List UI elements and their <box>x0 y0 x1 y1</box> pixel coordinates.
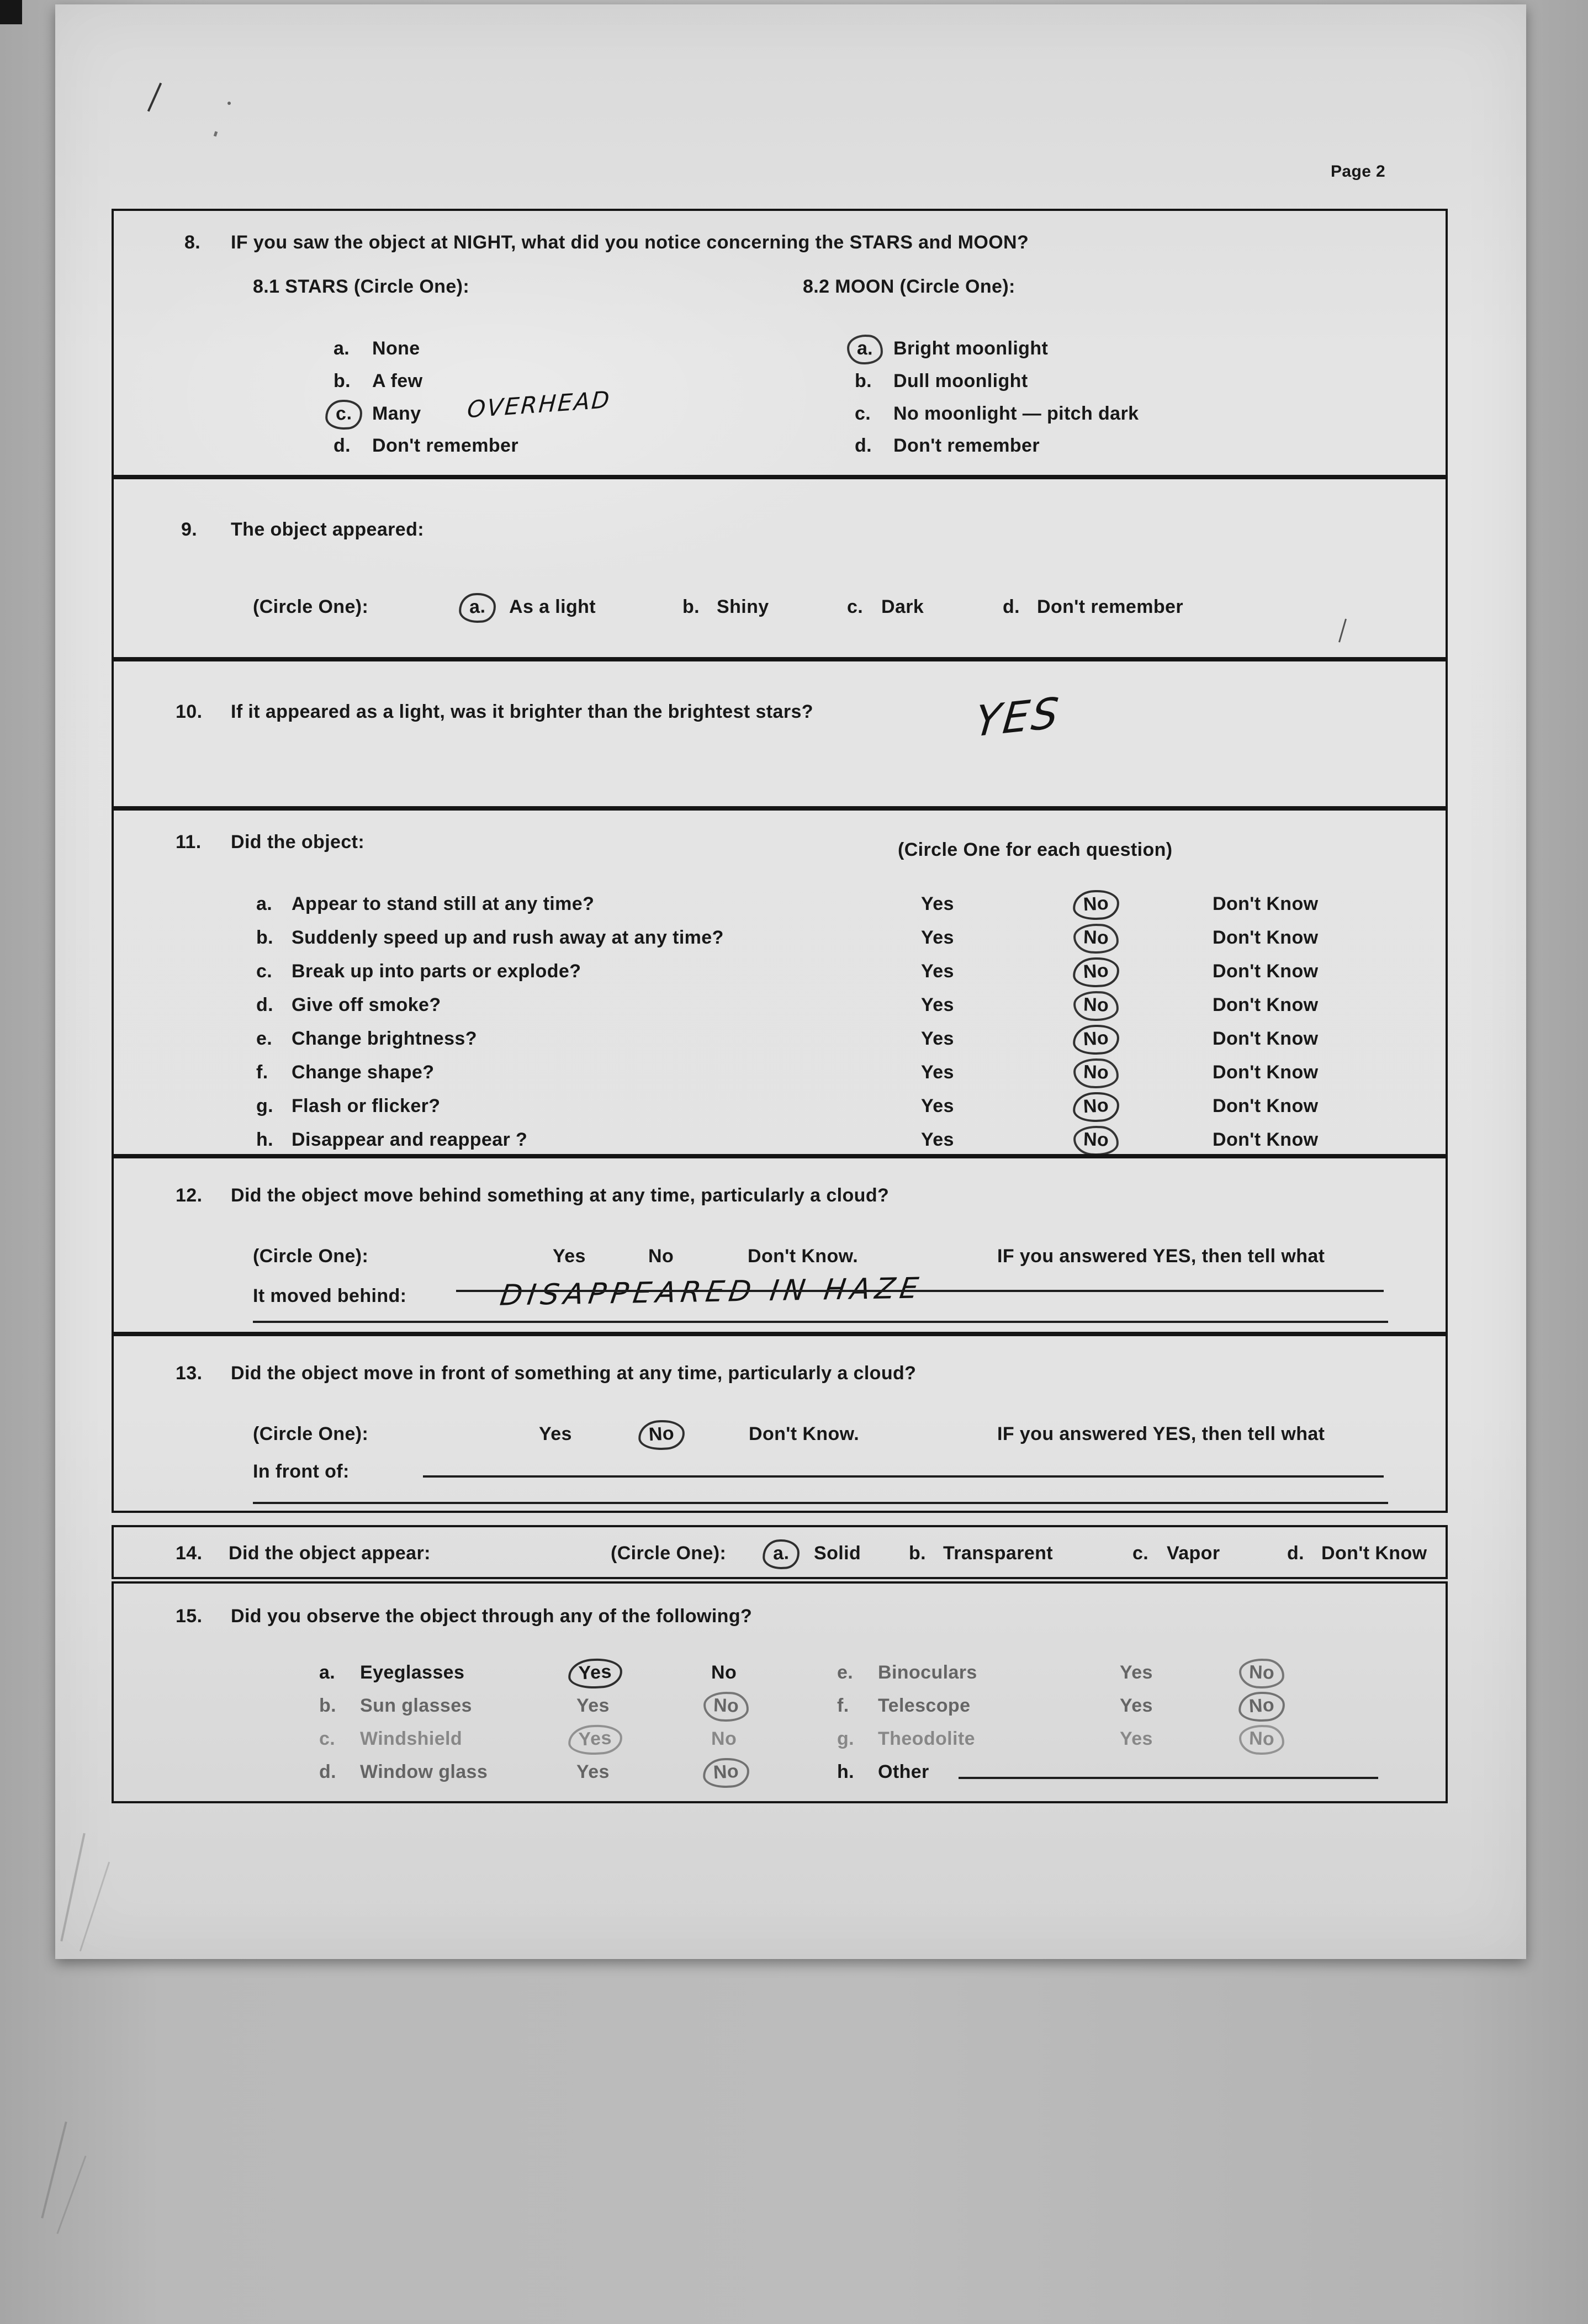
question-11-section <box>112 808 1448 1156</box>
pen-stroke-artifact <box>147 83 162 112</box>
q15-row-b-yes: Yes <box>576 1695 610 1716</box>
q12-prompt: It moved behind: <box>253 1285 407 1306</box>
q9-option-c-letter: c. <box>847 596 864 617</box>
q11-row-d-letter: d. <box>256 994 274 1015</box>
q11-row-c-letter: c. <box>256 961 273 982</box>
q11-row-g-dont-know: Don't Know <box>1213 1095 1319 1116</box>
q15-number: 15. <box>176 1606 203 1627</box>
question-14-section <box>112 1525 1448 1579</box>
q14-number: 14. <box>176 1543 203 1564</box>
q8-moon-a-label: Bright moonlight <box>893 338 1049 359</box>
q8-stars-handwritten-note: OVERHEAD <box>466 385 612 423</box>
q11-row-e-yes: Yes <box>921 1028 954 1049</box>
q8-moon-c-label: No moonlight — pitch dark <box>893 403 1139 424</box>
q15-row-a-no: No <box>711 1662 737 1683</box>
q8-stars-c-letter-circled: c. <box>325 399 363 430</box>
q13-no-circled: No <box>638 1419 686 1451</box>
q11-row-b-letter: b. <box>256 927 274 948</box>
q11-row-f-dont-know: Don't Know <box>1213 1062 1319 1083</box>
q9-option-a-label: As a light <box>509 596 596 617</box>
q11-row-h-letter: h. <box>256 1129 274 1150</box>
q11-row-f-letter: f. <box>256 1062 268 1083</box>
q11-row-e-letter: e. <box>256 1028 273 1049</box>
q11-row-f-no-circled: No <box>1073 1058 1119 1089</box>
q14-option-c-letter: c. <box>1132 1543 1149 1564</box>
q15-row-g-label: Theodolite <box>878 1728 975 1749</box>
q15-row-h-letter: h. <box>837 1761 855 1782</box>
q12-circle-one-label: (Circle One): <box>253 1246 369 1267</box>
q8-stars-heading: 8.1 STARS (Circle One): <box>253 276 470 297</box>
q15-row-b-letter: b. <box>319 1695 337 1716</box>
q11-row-d-yes: Yes <box>921 994 954 1015</box>
q9-option-d-letter: d. <box>1003 596 1020 617</box>
q9-option-b-label: Shiny <box>717 596 769 617</box>
scan-corner-artifact <box>0 0 22 24</box>
paper-sheet <box>55 4 1526 1959</box>
q14-option-d-label: Don't Know <box>1321 1543 1427 1564</box>
q8-stars-d-letter: d. <box>334 435 351 456</box>
q11-row-d-no-circled: No <box>1073 991 1119 1022</box>
q15-row-f-label: Telescope <box>878 1695 971 1716</box>
q15-row-e-no-circled: No <box>1238 1658 1285 1690</box>
q11-row-h-question: Disappear and reappear ? <box>292 1129 528 1150</box>
q11-row-a-yes: Yes <box>921 893 954 914</box>
pen-dot-artifact <box>227 102 231 105</box>
q12-dont-know: Don't Know. <box>748 1246 859 1267</box>
q15-row-d-no-circled: No <box>702 1757 750 1789</box>
q11-row-g-question: Flash or flicker? <box>292 1095 441 1116</box>
q15-row-e-yes: Yes <box>1120 1662 1153 1683</box>
question-13-section <box>112 1334 1448 1513</box>
q14-circle-one-label: (Circle One): <box>611 1543 727 1564</box>
q13-prompt: In front of: <box>253 1461 350 1482</box>
q15-row-g-no-circled: No <box>1238 1724 1285 1756</box>
q10-question: If it appeared as a light, was it brighter than the brightest stars? <box>231 701 813 722</box>
q11-row-c-no-circled: No <box>1072 956 1120 988</box>
q11-row-e-no-circled: No <box>1072 1024 1120 1056</box>
q13-dont-know: Don't Know. <box>749 1423 860 1444</box>
q11-row-c-question: Break up into parts or explode? <box>292 961 581 982</box>
q11-row-h-yes: Yes <box>921 1129 954 1150</box>
q15-row-f-letter: f. <box>837 1695 849 1716</box>
q8-moon-a-letter-circled: a. <box>846 334 883 365</box>
scan-crease-artifact <box>80 1862 110 1952</box>
q8-moon-d-letter: d. <box>855 435 872 456</box>
q14-option-b-label: Transparent <box>943 1543 1054 1564</box>
q15-row-h-label: Other <box>878 1761 929 1782</box>
q15-row-c-letter: c. <box>319 1728 336 1749</box>
q15-row-b-no-circled: No <box>703 1691 749 1723</box>
q11-row-a-no-circled: No <box>1072 889 1120 921</box>
q15-row-a-label: Eyeglasses <box>360 1662 465 1683</box>
q11-question: Did the object: <box>231 832 365 853</box>
q8-moon-heading: 8.2 MOON (Circle One): <box>803 276 1015 297</box>
q13-extra-line <box>253 1502 1388 1504</box>
q13-answer-line <box>423 1475 1384 1478</box>
scan-crease-artifact <box>56 2156 86 2234</box>
q15-row-c-yes-circled: Yes <box>568 1723 623 1756</box>
q11-row-d-question: Give off smoke? <box>292 994 441 1015</box>
q11-instruction: (Circle One for each question) <box>898 839 1173 860</box>
q12-no: No <box>648 1246 674 1267</box>
q11-row-c-dont-know: Don't Know <box>1213 961 1319 982</box>
q14-option-a-letter-circled: a. <box>762 1538 801 1570</box>
q11-row-e-question: Change brightness? <box>292 1028 477 1049</box>
q14-question: Did the object appear: <box>229 1543 431 1564</box>
q11-row-d-dont-know: Don't Know <box>1213 994 1319 1015</box>
q9-option-a-letter-circled: a. <box>458 592 497 623</box>
q10-handwritten-answer: YES <box>972 687 1063 747</box>
q11-row-h-no-circled: No <box>1073 1125 1119 1157</box>
q8-moon-b-label: Dull moonlight <box>893 370 1028 391</box>
q8-stars-a-letter: a. <box>334 338 350 359</box>
q8-stars-d-label: Don't remember <box>372 435 518 456</box>
q11-row-g-yes: Yes <box>921 1095 954 1116</box>
q10-number: 10. <box>176 701 203 722</box>
q8-moon-d-label: Don't remember <box>893 435 1040 456</box>
q11-row-a-letter: a. <box>256 893 273 914</box>
q11-row-e-dont-know: Don't Know <box>1213 1028 1319 1049</box>
q8-question: IF you saw the object at NIGHT, what did you notice concerning the STARS and MOON? <box>231 232 1029 253</box>
q9-option-d-label: Don't remember <box>1037 596 1183 617</box>
q9-number: 9. <box>181 519 198 540</box>
q15-row-g-yes: Yes <box>1120 1728 1153 1749</box>
q12-if-yes-label: IF you answered YES, then tell what <box>997 1246 1325 1267</box>
q12-answer-line <box>456 1290 1384 1292</box>
q14-option-b-letter: b. <box>909 1543 927 1564</box>
question-12-section <box>112 1156 1448 1334</box>
q13-yes: Yes <box>539 1423 572 1444</box>
q13-number: 13. <box>176 1363 203 1384</box>
q15-row-c-no: No <box>711 1728 737 1749</box>
q13-circle-one-label: (Circle One): <box>253 1423 369 1444</box>
q12-extra-line <box>253 1321 1388 1323</box>
q11-row-f-yes: Yes <box>921 1062 954 1083</box>
q15-row-b-label: Sun glasses <box>360 1695 472 1716</box>
q11-row-g-no-circled: No <box>1072 1091 1120 1123</box>
q15-row-d-label: Window glass <box>360 1761 488 1782</box>
question-10-section <box>112 659 1448 808</box>
q8-stars-b-letter: b. <box>334 370 351 391</box>
question-9-section <box>112 477 1448 659</box>
q9-option-b-letter: b. <box>682 596 700 617</box>
q12-handwritten-answer: DISAPPEARED IN HAZE <box>497 1272 925 1312</box>
q11-row-b-yes: Yes <box>921 927 954 948</box>
q12-yes: Yes <box>553 1246 586 1267</box>
q8-stars-a-label: None <box>372 338 420 359</box>
q9-circle-one-label: (Circle One): <box>253 596 369 617</box>
q9-question: The object appeared: <box>231 519 424 540</box>
q13-question: Did the object move in front of something at any time, particularly a cloud? <box>231 1363 917 1384</box>
q11-row-f-question: Change shape? <box>292 1062 435 1083</box>
q11-row-g-letter: g. <box>256 1095 274 1116</box>
question-8-section <box>112 209 1448 477</box>
q15-row-f-no-circled: No <box>1238 1691 1286 1723</box>
q11-number: 11. <box>176 832 202 853</box>
q8-number: 8. <box>184 232 201 253</box>
q11-row-h-dont-know: Don't Know <box>1213 1129 1319 1150</box>
q8-moon-b-letter: b. <box>855 370 872 391</box>
q14-option-c-label: Vapor <box>1167 1543 1220 1564</box>
q15-other-line <box>959 1777 1378 1779</box>
q8-stars-b-label: A few <box>372 370 423 391</box>
q11-row-a-dont-know: Don't Know <box>1213 893 1319 914</box>
question-15-section <box>112 1581 1448 1803</box>
scan-crease-artifact <box>60 1833 85 1941</box>
q8-stars-c-label: Many <box>372 403 421 424</box>
q15-question: Did you observe the object through any of the following? <box>231 1606 753 1627</box>
q11-row-b-question: Suddenly speed up and rush away at any time? <box>292 927 724 948</box>
q15-row-e-letter: e. <box>837 1662 854 1683</box>
q8-moon-c-letter: c. <box>855 403 871 424</box>
page-number-label: Page 2 <box>1331 162 1386 181</box>
scan-crease-artifact <box>41 2121 67 2219</box>
q15-row-a-yes-circled: Yes <box>568 1657 623 1690</box>
q11-row-b-no-circled: No <box>1073 923 1119 955</box>
q15-row-f-yes: Yes <box>1120 1695 1153 1716</box>
q15-row-c-label: Windshield <box>360 1728 463 1749</box>
q9-option-c-label: Dark <box>881 596 924 617</box>
q14-option-a-label: Solid <box>814 1543 861 1564</box>
q15-row-d-letter: d. <box>319 1761 337 1782</box>
q15-row-a-letter: a. <box>319 1662 336 1683</box>
q15-row-d-yes: Yes <box>576 1761 610 1782</box>
q11-row-c-yes: Yes <box>921 961 954 982</box>
q12-number: 12. <box>176 1185 203 1206</box>
q12-question: Did the object move behind something at any time, particularly a cloud? <box>231 1185 890 1206</box>
q11-row-a-question: Appear to stand still at any time? <box>292 893 595 914</box>
q13-if-yes-label: IF you answered YES, then tell what <box>997 1423 1325 1444</box>
pen-dot-artifact <box>214 131 218 136</box>
q15-row-e-label: Binoculars <box>878 1662 977 1683</box>
q15-row-g-letter: g. <box>837 1728 855 1749</box>
q11-row-b-dont-know: Don't Know <box>1213 927 1319 948</box>
q14-option-d-letter: d. <box>1287 1543 1305 1564</box>
